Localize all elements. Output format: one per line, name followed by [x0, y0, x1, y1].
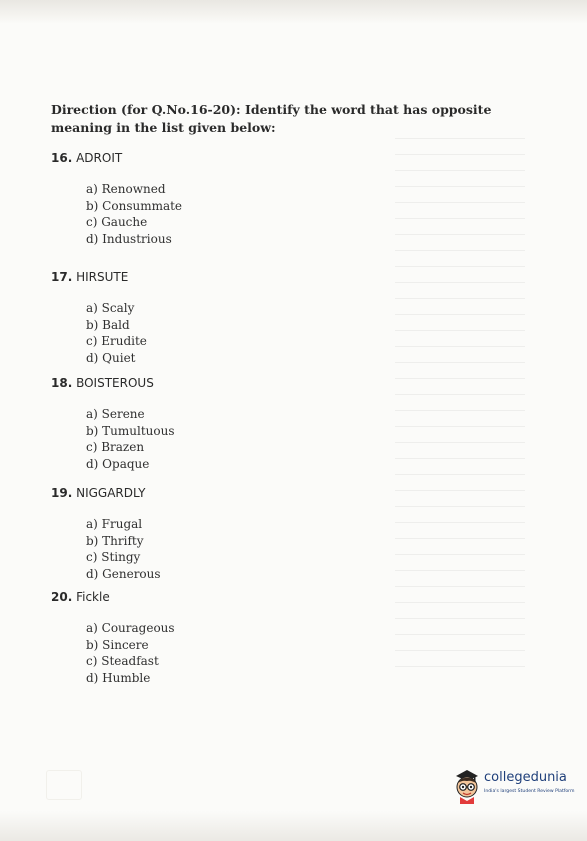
faint-stamp-mark [46, 770, 82, 800]
option-c: c) Steadfast [86, 654, 159, 668]
option-b: b) Sincere [86, 637, 149, 652]
question-19 [51, 486, 161, 582]
scan-edge-bottom [0, 811, 587, 841]
option-list [86, 620, 175, 686]
option-b: b) Bald [86, 317, 130, 332]
option-d: d) Generous [86, 566, 161, 581]
question-number: 20. [51, 590, 73, 604]
question-word: ADROIT [76, 151, 123, 165]
question-number: 19. [51, 486, 73, 500]
option-a: a) Renowned [86, 182, 166, 196]
question-title [51, 590, 175, 604]
option-c: c) Gauche [86, 215, 148, 229]
option-a: a) Frugal [86, 517, 143, 531]
question-word: Fickle [76, 590, 110, 604]
option-d: d) Opaque [86, 456, 150, 471]
option-c: c) Erudite [86, 334, 147, 348]
option-list [86, 300, 147, 366]
question-18 [51, 376, 175, 472]
option-b: b) Consummate [86, 198, 183, 213]
question-17 [51, 270, 147, 366]
option-list [86, 406, 175, 472]
question-word: BOISTEROUS [76, 376, 154, 390]
option-b: b) Tumultuous [86, 423, 175, 438]
option-d: d) Humble [86, 670, 151, 685]
option-c: c) Brazen [86, 440, 145, 454]
question-number: 18. [51, 376, 73, 390]
question-title [51, 151, 182, 165]
option-a: a) Serene [86, 407, 145, 421]
option-list [86, 181, 182, 247]
question-word: HIRSUTE [76, 270, 129, 284]
option-d: d) Quiet [86, 350, 136, 365]
option-c: c) Stingy [86, 550, 141, 564]
logo-name: collegedunia [484, 770, 567, 785]
direction-text: Direction (for Q.No.16-20): Identify the word that has opposite meaning in the list given below: [51, 102, 492, 135]
option-list [86, 516, 161, 582]
question-title [51, 270, 147, 284]
option-a: a) Courageous [86, 621, 175, 635]
question-20 [51, 590, 175, 686]
question-title [51, 486, 161, 500]
question-title [51, 376, 175, 390]
option-a: a) Scaly [86, 301, 135, 315]
question-word: NIGGARDLY [76, 486, 146, 500]
logo-tagline: India's largest Student Review Platform [484, 789, 575, 794]
mascot-icon [452, 766, 482, 804]
question-number: 16. [51, 151, 73, 165]
question-number: 17. [51, 270, 73, 284]
collegedunia-logo [452, 766, 577, 806]
option-d: d) Industrious [86, 231, 172, 246]
option-b: b) Thrifty [86, 533, 144, 548]
question-16 [51, 151, 182, 247]
